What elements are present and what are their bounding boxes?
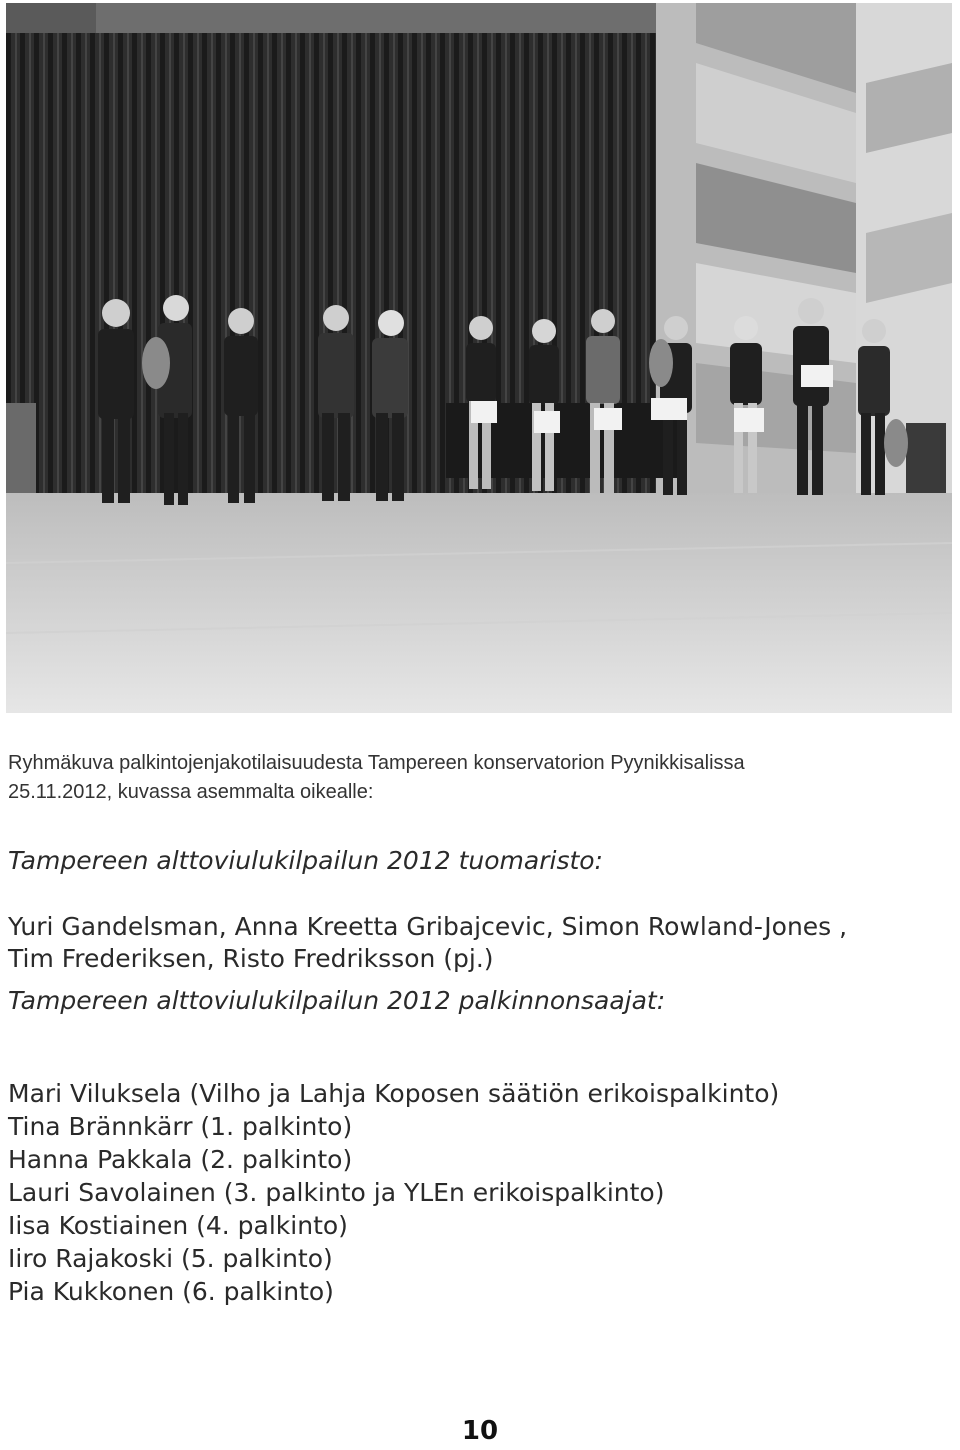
winner-item: Pia Kukkonen (6. palkinto) <box>8 1277 334 1306</box>
winner-item: Lauri Savolainen (3. palkinto ja YLEn erikoispalkinto) <box>8 1178 665 1207</box>
group-photo-illustration <box>6 3 952 713</box>
jury-line-1: Yuri Gandelsman, Anna Kreetta Gribajcevic, Simon Rowland-Jones , <box>8 912 848 941</box>
winner-item: Mari Viluksela (Vilho ja Lahja Koposen säätiön erikoispalkinto) <box>8 1079 780 1108</box>
caption-line-1: Ryhmäkuva palkintojenjakotilaisuudesta Tampereen konservatorion Pyynikkisalissa <box>8 752 745 774</box>
jury-heading: Tampereen alttoviulukilpailun 2012 tuomaristo: <box>8 846 603 875</box>
winner-item: Iiro Rajakoski (5. palkinto) <box>8 1244 333 1273</box>
photo-caption <box>8 749 948 807</box>
winners-list <box>8 1077 953 1308</box>
page-number: 10 <box>461 1416 499 1446</box>
winner-item: Iisa Kostiainen (4. palkinto) <box>8 1211 348 1240</box>
group-photo <box>6 3 952 713</box>
caption-line-2: 25.11.2012, kuvassa asemmalta oikealle: <box>8 781 374 803</box>
winner-item: Tina Brännkärr (1. palkinto) <box>8 1112 353 1141</box>
jury-list <box>8 911 953 975</box>
winners-heading: Tampereen alttoviulukilpailun 2012 palkinnonsaajat: <box>8 986 666 1015</box>
jury-line-2: Tim Frederiksen, Risto Fredriksson (pj.) <box>8 944 494 973</box>
winner-item: Hanna Pakkala (2. palkinto) <box>8 1145 353 1174</box>
